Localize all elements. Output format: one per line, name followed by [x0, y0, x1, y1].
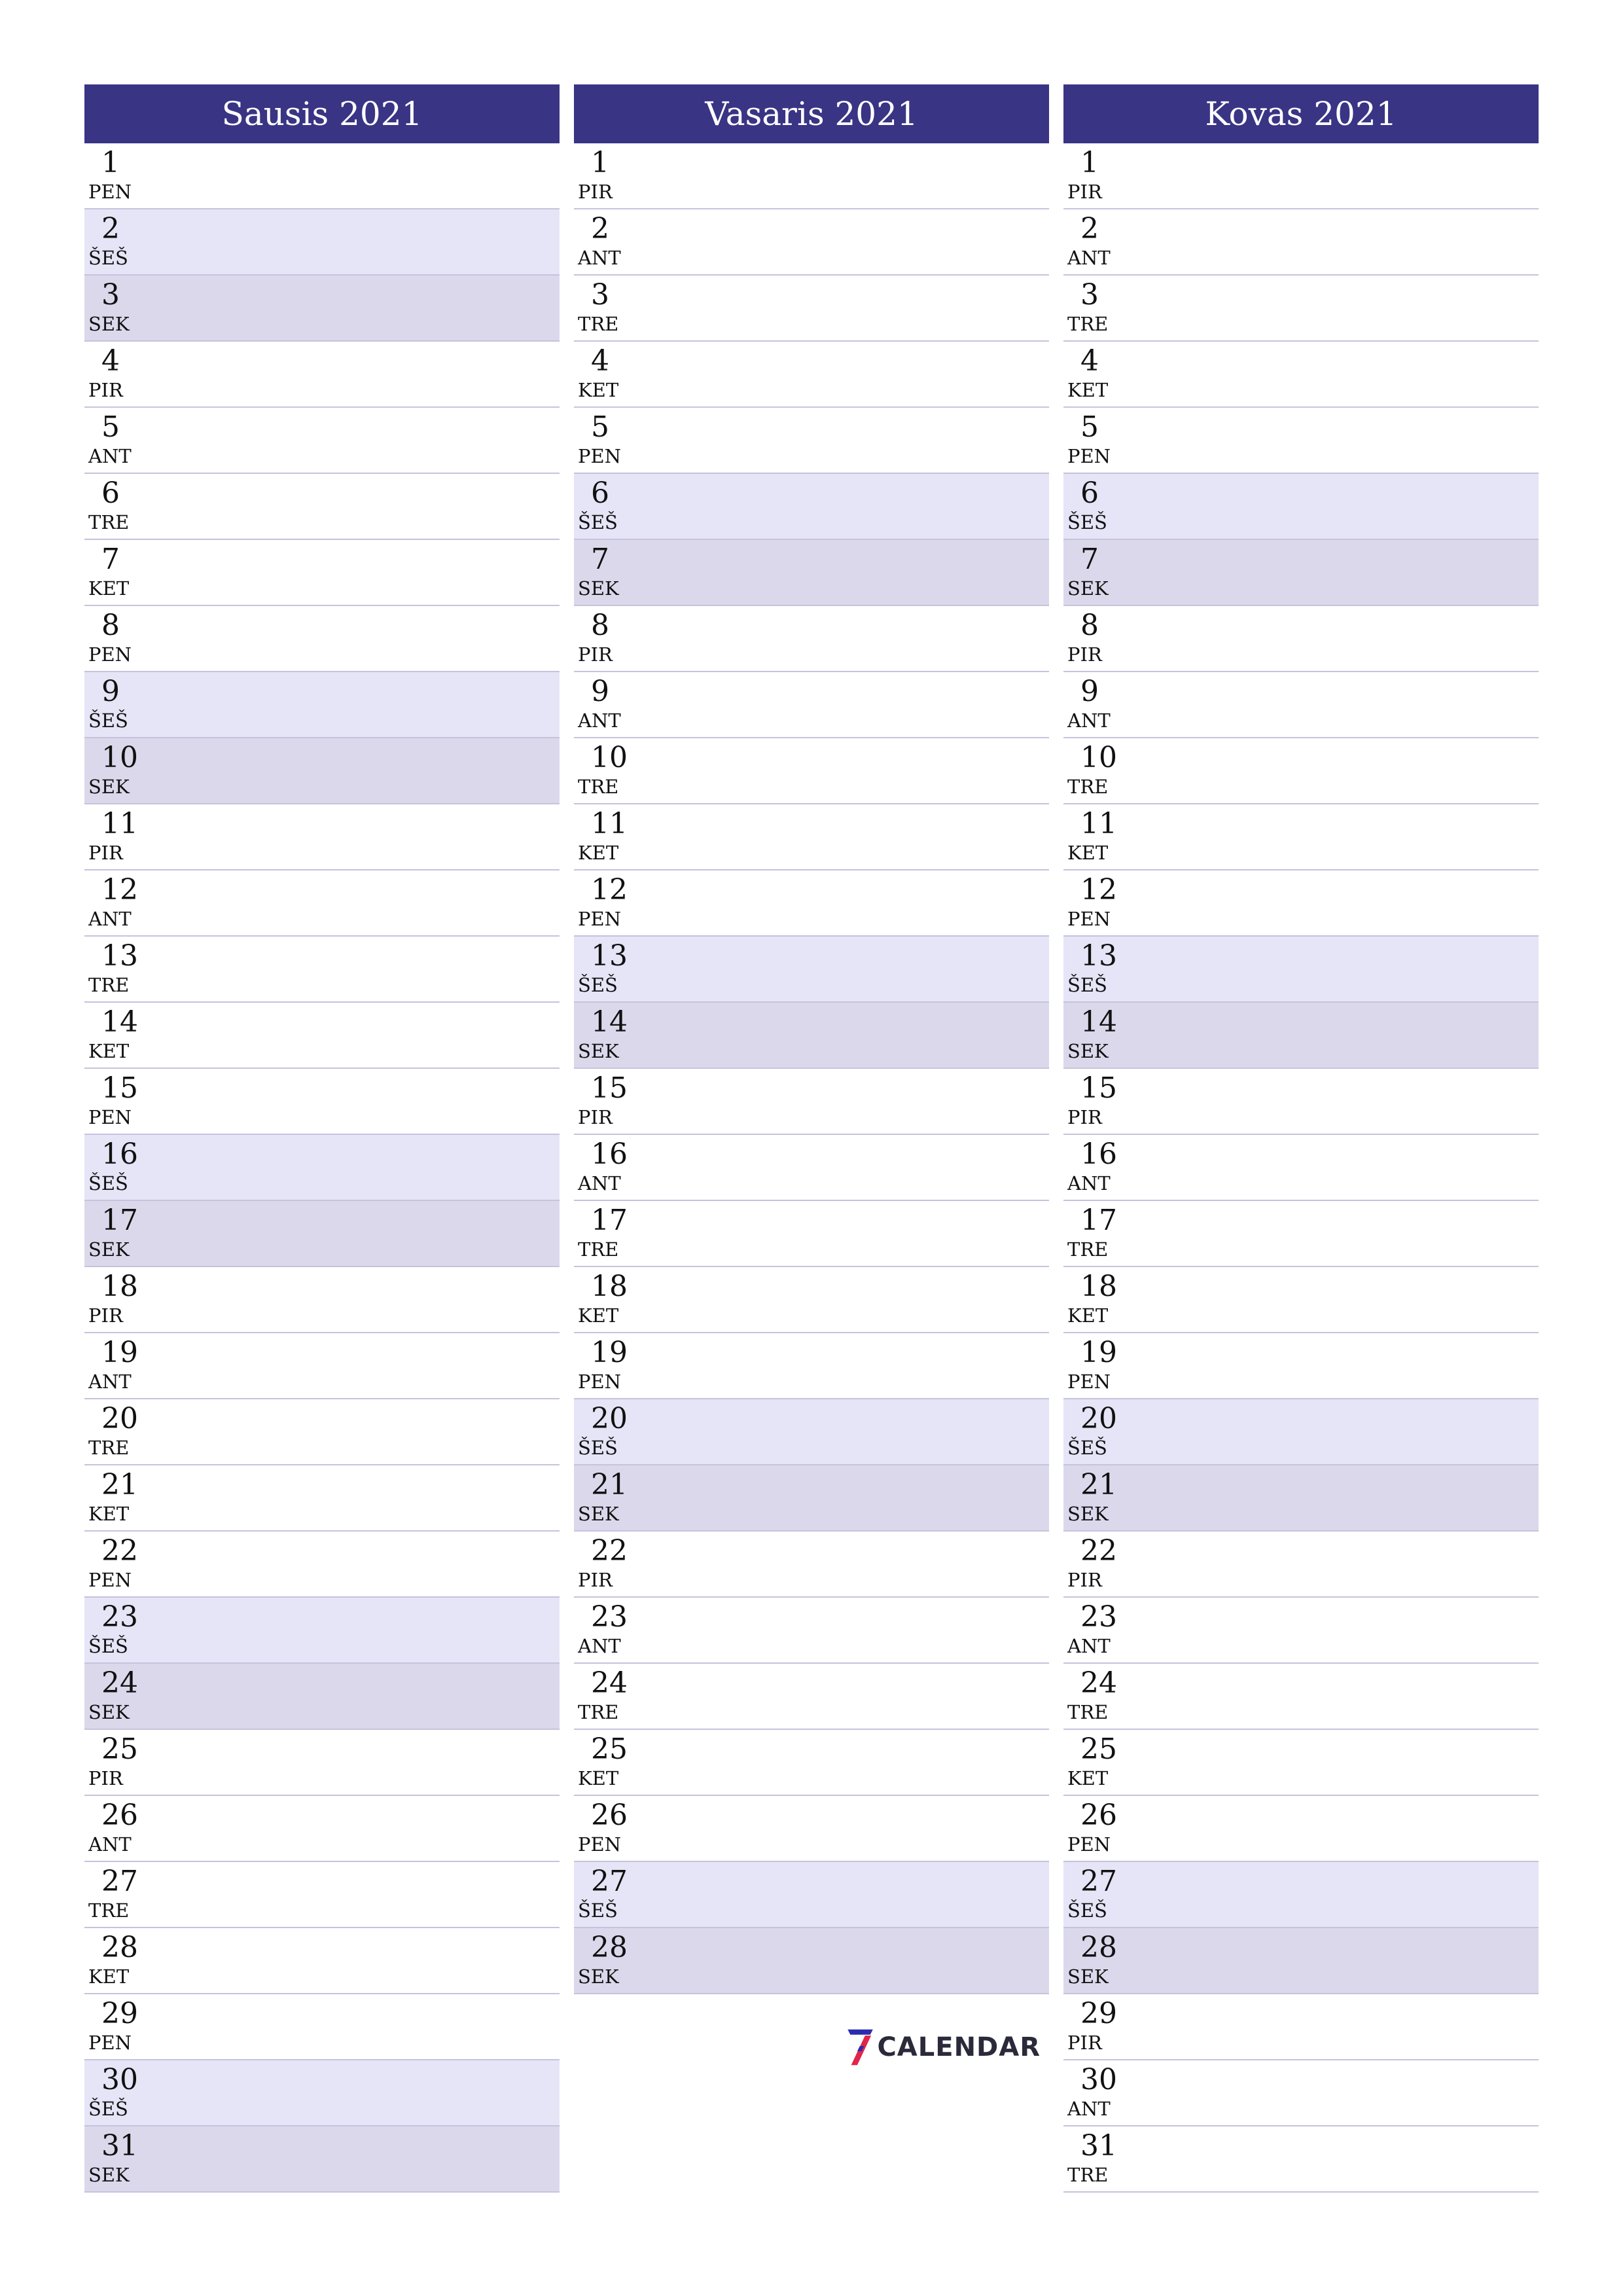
day-number: 23: [591, 1600, 628, 1634]
weekday-label: ANT: [1067, 1172, 1111, 1194]
weekday-label: TRE: [88, 974, 130, 996]
day-number: 30: [1080, 2063, 1117, 2096]
logo-text: CALENDAR: [877, 2032, 1041, 2062]
day-row: [1063, 2060, 1539, 2126]
days-list: [84, 143, 560, 2193]
day-row: [574, 1399, 1049, 1465]
weekday-label: ŠEŠ: [88, 1635, 128, 1657]
day-row: [1063, 2126, 1539, 2193]
weekday-label: KET: [578, 1304, 619, 1327]
weekday-label: TRE: [578, 313, 619, 335]
day-number: 28: [101, 1931, 138, 1964]
day-row: [574, 1664, 1049, 1730]
day-row: [1063, 1664, 1539, 1730]
weekday-label: ANT: [1067, 2098, 1111, 2120]
weekday-label: PIR: [1067, 2032, 1102, 2054]
day-row: [1063, 1003, 1539, 1069]
day-row: [84, 937, 560, 1003]
day-number: 3: [1080, 278, 1099, 312]
day-number: 31: [1080, 2129, 1117, 2162]
day-row: [1063, 1267, 1539, 1333]
month-february: [574, 84, 1049, 1994]
day-number: 17: [101, 1204, 138, 1237]
day-row: [574, 1333, 1049, 1399]
day-row: [84, 1069, 560, 1135]
weekday-label: KET: [88, 577, 130, 600]
weekday-label: SEK: [88, 1701, 130, 1723]
day-number: 20: [591, 1402, 628, 1435]
weekday-label: KET: [1067, 842, 1109, 864]
weekday-label: TRE: [88, 1437, 130, 1459]
day-row: [574, 672, 1049, 738]
day-row: [84, 804, 560, 870]
day-row: [574, 1069, 1049, 1135]
weekday-label: PEN: [578, 445, 622, 467]
day-row: [574, 1862, 1049, 1928]
weekday-label: ANT: [1067, 1635, 1111, 1657]
day-row: [574, 342, 1049, 408]
day-row: [84, 276, 560, 342]
weekday-label: PIR: [578, 181, 613, 203]
weekday-label: TRE: [88, 1899, 130, 1922]
day-number: 18: [1080, 1270, 1117, 1303]
logo: [844, 2018, 1041, 2077]
day-number: 23: [1080, 1600, 1117, 1634]
day-row: [84, 1465, 560, 1532]
day-number: 28: [591, 1931, 628, 1964]
day-number: 24: [591, 1666, 628, 1700]
day-number: 31: [101, 2129, 138, 2162]
day-row: [84, 1994, 560, 2060]
day-row: [84, 209, 560, 276]
weekday-label: ŠEŠ: [88, 247, 128, 269]
day-number: 21: [591, 1468, 628, 1501]
weekday-label: ANT: [88, 908, 132, 930]
weekday-label: PEN: [1067, 1833, 1111, 1856]
day-row: [574, 1796, 1049, 1862]
day-row: [84, 672, 560, 738]
day-row: [1063, 540, 1539, 606]
day-row: [1063, 1069, 1539, 1135]
day-row: [84, 1796, 560, 1862]
weekday-label: ŠEŠ: [1067, 511, 1107, 533]
day-row: [574, 1267, 1049, 1333]
day-number: 12: [101, 873, 138, 906]
day-number: 10: [1080, 741, 1117, 774]
month-march: [1063, 84, 1539, 2193]
day-row: [574, 937, 1049, 1003]
day-row: [84, 474, 560, 540]
day-number: 15: [591, 1071, 628, 1105]
day-row: [84, 1532, 560, 1598]
seven-logo-icon: [844, 2019, 874, 2075]
day-number: 6: [1080, 476, 1099, 510]
day-number: 5: [591, 410, 609, 444]
day-number: 11: [101, 807, 138, 840]
day-number: 25: [591, 1732, 628, 1766]
day-number: 22: [591, 1534, 628, 1568]
weekday-label: ŠEŠ: [1067, 1899, 1107, 1922]
weekday-label: PEN: [88, 643, 132, 666]
day-row: [1063, 937, 1539, 1003]
weekday-label: ANT: [88, 1833, 132, 1856]
day-row: [1063, 1796, 1539, 1862]
weekday-label: ANT: [88, 445, 132, 467]
day-row: [574, 474, 1049, 540]
month-title: Vasaris 2021: [574, 84, 1049, 143]
weekday-label: ŠEŠ: [1067, 1437, 1107, 1459]
weekday-label: KET: [578, 842, 619, 864]
weekday-label: PEN: [1067, 445, 1111, 467]
day-number: 5: [1080, 410, 1099, 444]
weekday-label: PEN: [1067, 1371, 1111, 1393]
day-row: [1063, 408, 1539, 474]
weekday-label: ŠEŠ: [88, 1172, 128, 1194]
month-title: Kovas 2021: [1063, 84, 1539, 143]
day-number: 14: [591, 1005, 628, 1039]
day-row: [84, 540, 560, 606]
day-row: [84, 870, 560, 937]
day-number: 11: [591, 807, 628, 840]
day-number: 19: [591, 1336, 628, 1369]
weekday-label: ANT: [1067, 247, 1111, 269]
day-row: [1063, 1135, 1539, 1201]
day-row: [84, 1664, 560, 1730]
weekday-label: ANT: [578, 1635, 621, 1657]
day-number: 19: [1080, 1336, 1117, 1369]
weekday-label: PIR: [1067, 1569, 1102, 1591]
weekday-label: PEN: [88, 1569, 132, 1591]
day-number: 2: [1080, 212, 1099, 245]
day-number: 16: [101, 1138, 138, 1171]
day-number: 10: [101, 741, 138, 774]
day-number: 10: [591, 741, 628, 774]
day-row: [84, 1399, 560, 1465]
weekday-label: ŠEŠ: [578, 1899, 618, 1922]
weekday-label: PEN: [1067, 908, 1111, 930]
day-row: [1063, 1730, 1539, 1796]
weekday-label: PIR: [88, 1767, 123, 1789]
day-number: 9: [101, 675, 120, 708]
weekday-label: TRE: [88, 511, 130, 533]
day-row: [1063, 143, 1539, 209]
day-number: 13: [591, 939, 628, 973]
day-number: 26: [1080, 1799, 1117, 1832]
day-row: [574, 1730, 1049, 1796]
day-row: [574, 1532, 1049, 1598]
weekday-label: SEK: [1067, 577, 1109, 600]
day-row: [84, 1003, 560, 1069]
weekday-label: PEN: [578, 1833, 622, 1856]
month-january: [84, 84, 560, 2193]
day-number: 16: [1080, 1138, 1117, 1171]
day-row: [1063, 804, 1539, 870]
day-number: 16: [591, 1138, 628, 1171]
weekday-label: SEK: [1067, 1503, 1109, 1525]
day-number: 15: [101, 1071, 138, 1105]
day-number: 1: [1080, 146, 1099, 179]
weekday-label: SEK: [1067, 1965, 1109, 1988]
day-row: [84, 143, 560, 209]
day-number: 4: [1080, 344, 1099, 378]
day-number: 17: [1080, 1204, 1117, 1237]
weekday-label: PIR: [578, 1106, 613, 1128]
day-number: 9: [1080, 675, 1099, 708]
day-number: 18: [591, 1270, 628, 1303]
day-number: 20: [101, 1402, 138, 1435]
day-number: 22: [1080, 1534, 1117, 1568]
day-row: [84, 2060, 560, 2126]
weekday-label: SEK: [88, 313, 130, 335]
day-row: [574, 606, 1049, 672]
weekday-label: TRE: [578, 776, 619, 798]
day-row: [1063, 342, 1539, 408]
day-number: 1: [591, 146, 609, 179]
day-number: 15: [1080, 1071, 1117, 1105]
weekday-label: PEN: [88, 1106, 132, 1128]
day-row: [1063, 1201, 1539, 1267]
weekday-label: ŠEŠ: [578, 1437, 618, 1459]
day-number: 14: [1080, 1005, 1117, 1039]
weekday-label: PIR: [1067, 643, 1102, 666]
day-row: [84, 738, 560, 804]
day-number: 1: [101, 146, 120, 179]
day-number: 4: [591, 344, 609, 378]
weekday-label: SEK: [578, 1965, 619, 1988]
weekday-label: TRE: [578, 1701, 619, 1723]
weekday-label: PEN: [578, 908, 622, 930]
day-number: 12: [591, 873, 628, 906]
day-row: [84, 1730, 560, 1796]
weekday-label: ANT: [1067, 709, 1111, 732]
day-number: 17: [591, 1204, 628, 1237]
day-number: 3: [591, 278, 609, 312]
day-row: [1063, 276, 1539, 342]
weekday-label: ANT: [578, 709, 621, 732]
weekday-label: ANT: [578, 1172, 621, 1194]
day-number: 6: [591, 476, 609, 510]
day-row: [574, 870, 1049, 937]
weekday-label: PEN: [578, 1371, 622, 1393]
weekday-label: TRE: [1067, 776, 1109, 798]
weekday-label: KET: [88, 1040, 130, 1062]
day-row: [84, 1267, 560, 1333]
weekday-label: PIR: [1067, 1106, 1102, 1128]
day-number: 13: [1080, 939, 1117, 973]
weekday-label: ŠEŠ: [578, 511, 618, 533]
day-number: 5: [101, 410, 120, 444]
day-row: [574, 540, 1049, 606]
weekday-label: KET: [1067, 379, 1109, 401]
weekday-label: ŠEŠ: [578, 974, 618, 996]
day-row: [84, 342, 560, 408]
day-number: 2: [591, 212, 609, 245]
day-number: 7: [591, 543, 609, 576]
weekday-label: ANT: [88, 1371, 132, 1393]
day-number: 18: [101, 1270, 138, 1303]
day-number: 13: [101, 939, 138, 973]
day-row: [574, 1598, 1049, 1664]
weekday-label: KET: [88, 1503, 130, 1525]
weekday-label: SEK: [578, 1503, 619, 1525]
day-number: 2: [101, 212, 120, 245]
weekday-label: ŠEŠ: [88, 709, 128, 732]
day-number: 26: [101, 1799, 138, 1832]
day-row: [574, 1465, 1049, 1532]
weekday-label: TRE: [1067, 313, 1109, 335]
weekday-label: KET: [88, 1965, 130, 1988]
day-number: 11: [1080, 807, 1117, 840]
day-number: 21: [101, 1468, 138, 1501]
weekday-label: ANT: [578, 247, 621, 269]
day-number: 29: [101, 1997, 138, 2030]
weekday-label: PIR: [578, 643, 613, 666]
days-list: [574, 143, 1049, 1994]
day-row: [1063, 606, 1539, 672]
day-row: [1063, 738, 1539, 804]
day-row: [84, 1201, 560, 1267]
day-row: [84, 1862, 560, 1928]
day-row: [84, 408, 560, 474]
day-number: 24: [101, 1666, 138, 1700]
day-number: 25: [101, 1732, 138, 1766]
weekday-label: TRE: [1067, 1701, 1109, 1723]
day-number: 26: [591, 1799, 628, 1832]
weekday-label: PIR: [1067, 181, 1102, 203]
day-row: [1063, 1465, 1539, 1532]
weekday-label: KET: [578, 379, 619, 401]
day-number: 27: [591, 1865, 628, 1898]
weekday-label: SEK: [88, 2164, 130, 2186]
day-row: [574, 1201, 1049, 1267]
day-row: [1063, 474, 1539, 540]
weekday-label: TRE: [578, 1238, 619, 1261]
day-row: [1063, 1399, 1539, 1465]
day-number: 14: [101, 1005, 138, 1039]
day-row: [574, 209, 1049, 276]
day-row: [574, 804, 1049, 870]
day-row: [574, 276, 1049, 342]
weekday-label: KET: [1067, 1767, 1109, 1789]
day-number: 12: [1080, 873, 1117, 906]
day-number: 24: [1080, 1666, 1117, 1700]
day-number: 29: [1080, 1997, 1117, 2030]
day-row: [84, 2126, 560, 2193]
weekday-label: PIR: [88, 1304, 123, 1327]
day-number: 19: [101, 1336, 138, 1369]
weekday-label: SEK: [578, 1040, 619, 1062]
day-row: [1063, 1598, 1539, 1664]
day-number: 8: [1080, 609, 1099, 642]
day-number: 6: [101, 476, 120, 510]
day-number: 7: [1080, 543, 1099, 576]
day-row: [84, 1333, 560, 1399]
day-row: [84, 1598, 560, 1664]
day-row: [574, 1928, 1049, 1994]
day-row: [84, 606, 560, 672]
day-row: [84, 1928, 560, 1994]
weekday-label: TRE: [1067, 2164, 1109, 2186]
day-number: 27: [1080, 1865, 1117, 1898]
day-number: 28: [1080, 1931, 1117, 1964]
weekday-label: ŠEŠ: [1067, 974, 1107, 996]
weekday-label: SEK: [88, 776, 130, 798]
weekday-label: TRE: [1067, 1238, 1109, 1261]
weekday-label: SEK: [578, 577, 619, 600]
day-number: 8: [591, 609, 609, 642]
day-row: [1063, 1994, 1539, 2060]
day-number: 7: [101, 543, 120, 576]
day-row: [1063, 1862, 1539, 1928]
weekday-label: PEN: [88, 2032, 132, 2054]
day-number: 4: [101, 344, 120, 378]
day-row: [84, 1135, 560, 1201]
day-number: 25: [1080, 1732, 1117, 1766]
day-row: [1063, 1333, 1539, 1399]
day-number: 9: [591, 675, 609, 708]
day-row: [574, 738, 1049, 804]
day-row: [574, 1135, 1049, 1201]
day-number: 3: [101, 278, 120, 312]
weekday-label: PIR: [88, 842, 123, 864]
weekday-label: PIR: [578, 1569, 613, 1591]
day-row: [574, 1003, 1049, 1069]
month-title: Sausis 2021: [84, 84, 560, 143]
day-number: 8: [101, 609, 120, 642]
weekday-label: ŠEŠ: [88, 2098, 128, 2120]
day-number: 27: [101, 1865, 138, 1898]
day-row: [1063, 1532, 1539, 1598]
day-number: 30: [101, 2063, 138, 2096]
weekday-label: SEK: [1067, 1040, 1109, 1062]
day-row: [1063, 1928, 1539, 1994]
day-number: 23: [101, 1600, 138, 1634]
weekday-label: PIR: [88, 379, 123, 401]
weekday-label: KET: [1067, 1304, 1109, 1327]
weekday-label: PEN: [88, 181, 132, 203]
days-list: [1063, 143, 1539, 2193]
day-number: 20: [1080, 1402, 1117, 1435]
day-row: [574, 408, 1049, 474]
day-row: [1063, 209, 1539, 276]
day-row: [1063, 672, 1539, 738]
day-row: [574, 143, 1049, 209]
weekday-label: SEK: [88, 1238, 130, 1261]
day-number: 21: [1080, 1468, 1117, 1501]
day-row: [1063, 870, 1539, 937]
day-number: 22: [101, 1534, 138, 1568]
weekday-label: KET: [578, 1767, 619, 1789]
